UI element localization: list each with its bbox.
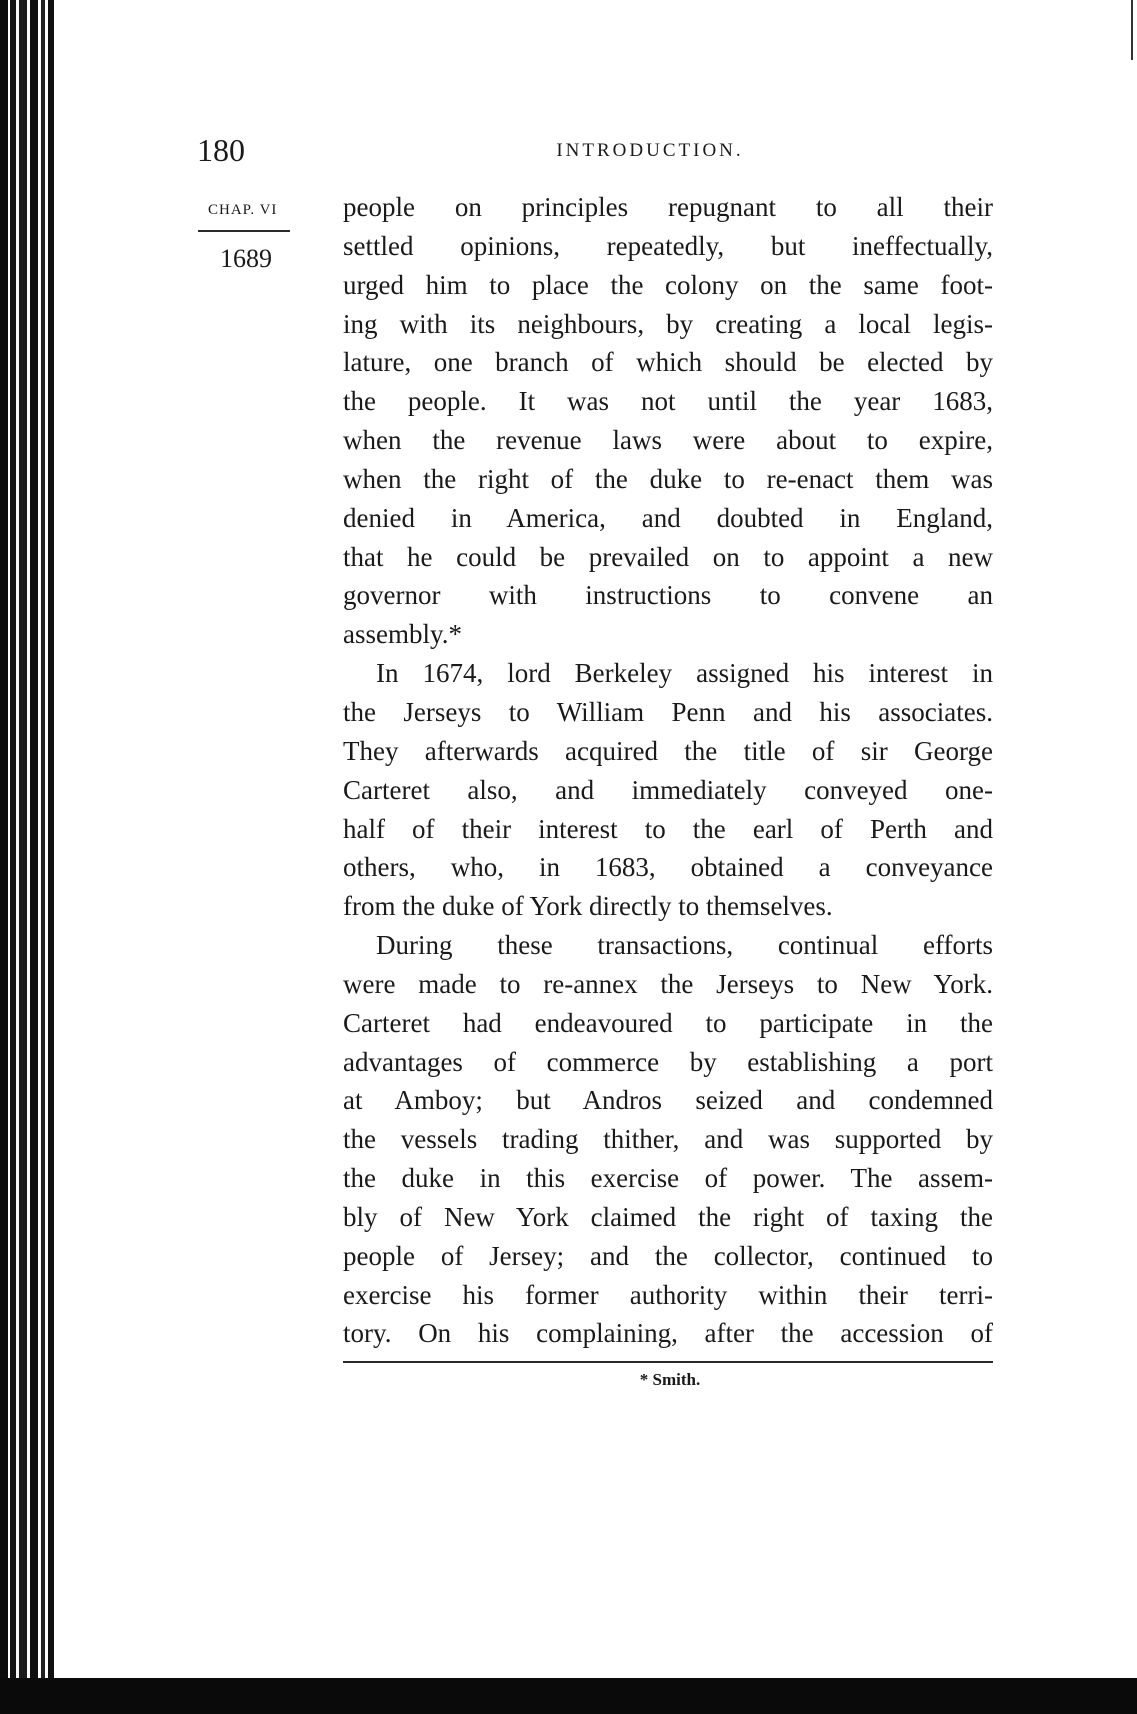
text-line: During these transactions, continual efforts (376, 930, 993, 961)
text-line: exercise his former authority within their terri- (343, 1279, 993, 1310)
text-line: assembly.* (343, 619, 462, 650)
page-number: 180 (197, 132, 245, 168)
margin-rule (198, 230, 290, 232)
footnote: * Smith. (639, 1370, 701, 1389)
text-line: the vessels trading thither, and was supported by (343, 1124, 993, 1155)
text-line: the duke in this exercise of power. The assem- (343, 1163, 993, 1194)
text-line: the Jerseys to William Penn and his associates. (343, 696, 993, 727)
text-line: Carteret also, and immediately conveyed one- (343, 774, 993, 805)
text-line: at Amboy; but Andros seized and condemned (343, 1085, 993, 1116)
text-line: when the revenue laws were about to expire, (343, 425, 993, 456)
footnote-rule (343, 1361, 993, 1363)
text-line: advantages of commerce by establishing a port (343, 1046, 993, 1077)
margin-year: 1689 (220, 244, 272, 273)
text-line: when the right of the duke to re-enact them was (343, 463, 993, 494)
scan-edge-mark (1131, 0, 1133, 60)
text-line: In 1674, lord Berkeley assigned his interest in (376, 658, 993, 689)
text-line: people of Jersey; and the collector, continued to (343, 1240, 993, 1271)
text-line: people on principles repugnant to all their (343, 192, 993, 222)
text-line: from the duke of York directly to themselves. (343, 891, 833, 922)
text-line: They afterwards acquired the title of sir George (343, 735, 993, 766)
text-line: that he could be prevailed on to appoint a new (343, 541, 993, 572)
text-line: were made to re-annex the Jerseys to New York. (343, 968, 993, 999)
margin-chapter-label: CHAP. VI (208, 202, 278, 218)
text-line: half of their interest to the earl of Perth and (343, 813, 993, 844)
body-text (343, 188, 993, 1353)
text-line: Carteret had endeavoured to participate in the (343, 1007, 993, 1038)
running-head: INTRODUCTION. (556, 140, 744, 161)
text-line: denied in America, and doubted in England, (343, 502, 993, 533)
text-line: settled opinions, repeatedly, but ineffectually, (343, 230, 993, 261)
page-edge-shadow (0, 0, 66, 1714)
text-line: governor with instructions to convene an (343, 580, 993, 611)
scan-bottom-edge (0, 1678, 1137, 1714)
text-line: others, who, in 1683, obtained a conveyance (343, 852, 993, 883)
text-line: urged him to place the colony on the same foot- (343, 269, 993, 300)
text-line: bly of New York claimed the right of taxing the (343, 1201, 993, 1232)
text-line: the people. It was not until the year 1683, (343, 386, 993, 417)
text-line: ing with its neighbours, by creating a local legis- (343, 308, 993, 339)
text-line: tory. On his complaining, after the accession of (343, 1318, 993, 1349)
text-line: lature, one branch of which should be elected by (343, 347, 993, 378)
